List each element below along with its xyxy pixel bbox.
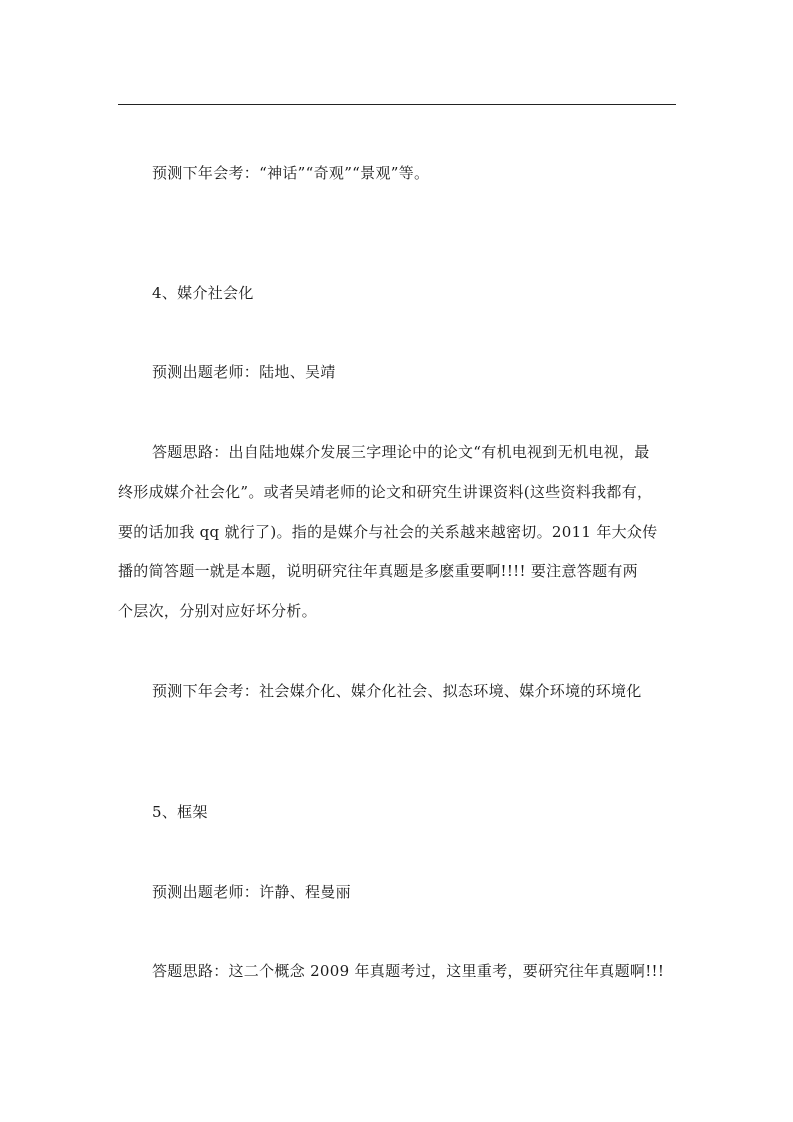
section4-idea-line: 答题思路：出自陆地媒介发展三字理论中的论文“有机电视到无机电视，最 bbox=[152, 443, 650, 461]
section4-idea-line: 播的简答题一就是本题，说明研究往年真题是多麽重要啊!!!! 要注意答题有两 bbox=[118, 562, 638, 580]
section5-heading: 5、框架 bbox=[152, 803, 208, 821]
section5-idea: 答题思路：这二个概念 2009 年真题考过，这里重考，要研究往年真题啊!!! bbox=[152, 962, 665, 980]
section4-forecast: 预测下年会考：社会媒介化、媒介化社会、拟态环境、媒介环境的环境化 bbox=[152, 682, 642, 700]
section4-idea-line: 要的话加我 qq 就行了)。指的是媒介与社会的关系越来越密切。2011 年大众传 bbox=[118, 523, 658, 541]
section4-idea-line: 个层次，分别对应好坏分析。 bbox=[118, 602, 317, 620]
section4-teachers: 预测出题老师：陆地、吴靖 bbox=[152, 363, 336, 381]
section4-heading: 4、媒介社会化 bbox=[152, 284, 254, 302]
section4-idea-line: 终形成媒介社会化”。或者吴靖老师的论文和研究生讲课资料(这些资料我都有， bbox=[118, 483, 653, 501]
forecast-prev: 预测下年会考：“神话”“奇观”“景观”等。 bbox=[152, 164, 430, 182]
header-rule bbox=[118, 104, 676, 105]
section5-teachers: 预测出题老师：许静、程曼丽 bbox=[152, 883, 351, 901]
